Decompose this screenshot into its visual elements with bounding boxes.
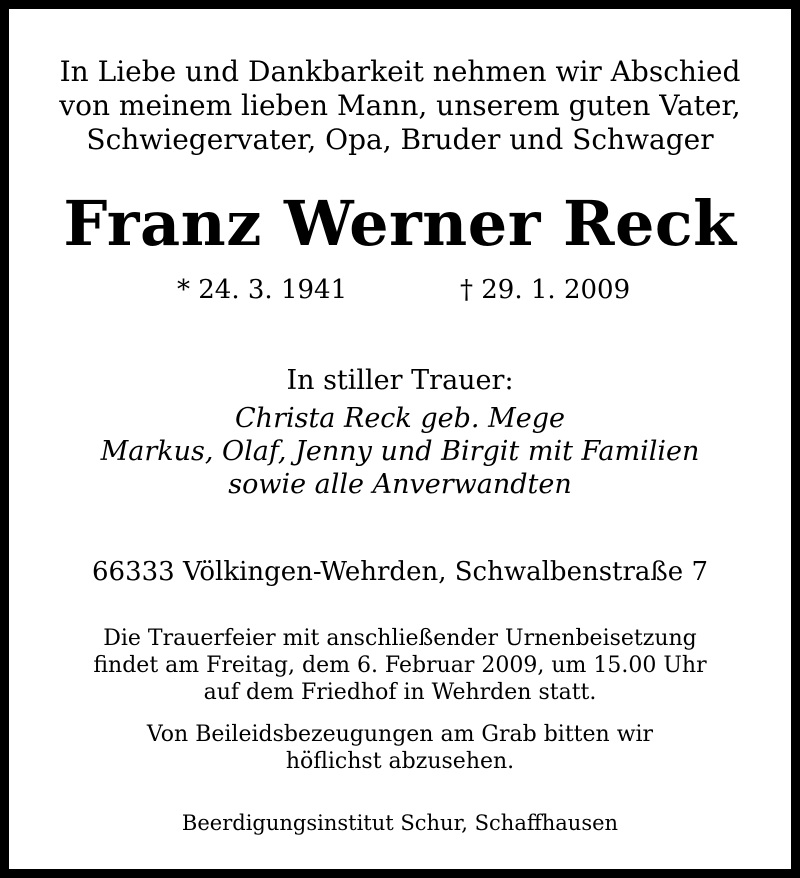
- intro-line-2: von meinem lieben Mann, unserem guten Vater,: [59, 89, 741, 122]
- birth-date: * 24. 3. 1941: [177, 275, 348, 305]
- address: 66333 Völkingen-Wehrden, Schwalbenstraße 7: [91, 557, 708, 587]
- death-date: † 29. 1. 2009: [460, 275, 631, 305]
- funeral-line-3: auf dem Friedhof in Wehrden statt.: [203, 680, 597, 705]
- undertaker: Beerdigungsinstitut Schur, Schaffhausen: [181, 811, 619, 835]
- funeral-line-1: Die Trauerfeier mit anschließender Urnenbeisetzung: [103, 626, 697, 651]
- intro-line-1: In Liebe und Dankbarkeit nehmen wir Abschied: [59, 55, 741, 88]
- family-line-2: Markus, Olaf, Jenny und Birgit mit Familien: [100, 436, 700, 467]
- deceased-name: Franz Werner Reck: [63, 187, 737, 260]
- condolence-line-2: höflichst abzusehen.: [285, 749, 515, 774]
- family-line-1: Christa Reck geb. Mege: [235, 403, 565, 434]
- funeral-line-2: findet am Freitag, dem 6. Februar 2009, um 15.00 Uhr: [93, 653, 707, 678]
- mourning-heading: In stiller Trauer:: [286, 365, 514, 396]
- family-line-3: sowie alle Anverwandten: [228, 469, 572, 500]
- intro-line-3: Schwiegervater, Opa, Bruder und Schwager: [86, 123, 714, 156]
- condolence-line-1: Von Beileidsbezeugungen am Grab bitten wir: [146, 722, 654, 747]
